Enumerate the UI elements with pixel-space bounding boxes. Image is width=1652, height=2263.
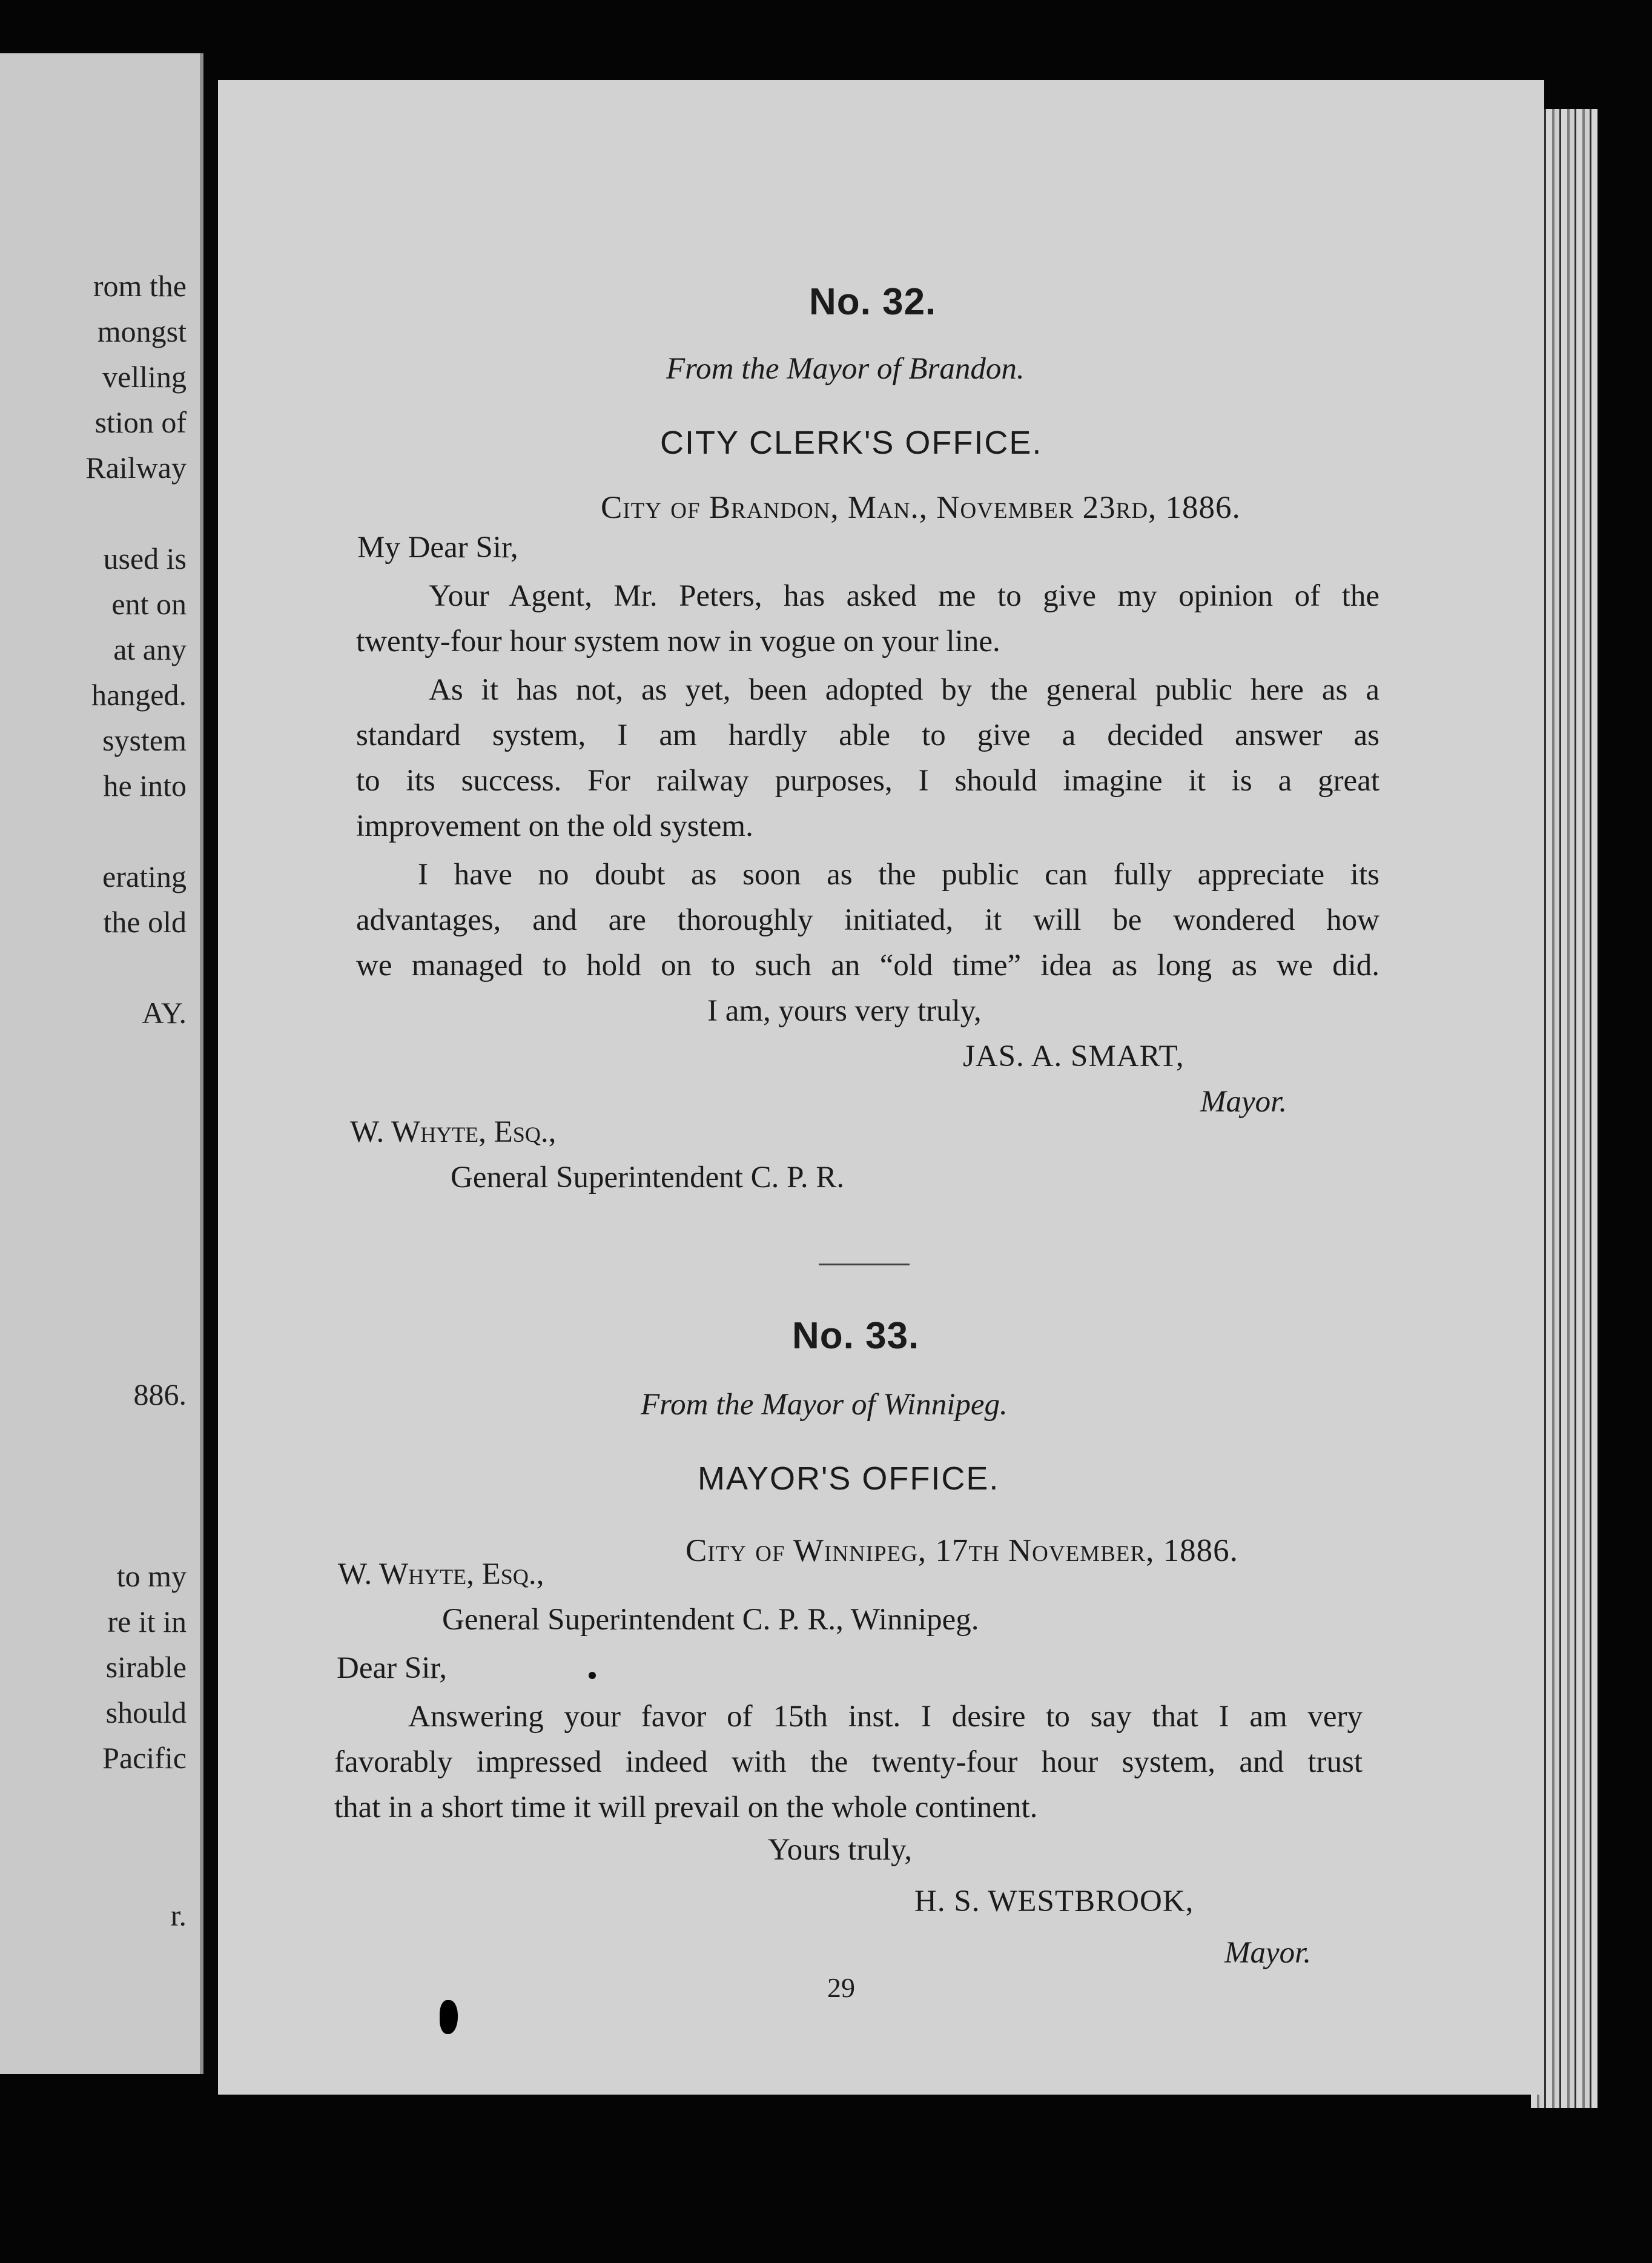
letter-number: No. 32. xyxy=(809,281,937,323)
left-page-text: rom the xyxy=(93,269,187,303)
left-page-text: 886. xyxy=(133,1377,187,1411)
paragraph-line: standard system, I am hardly able to give a decided answer as xyxy=(356,718,1379,752)
left-page-text: mongst xyxy=(97,314,187,348)
paragraph-line: improvement on the old system. xyxy=(356,809,753,843)
left-page-text: r. xyxy=(170,1898,187,1932)
left-page-text: hanged. xyxy=(91,678,187,712)
left-page-text: Railway xyxy=(85,451,187,485)
closing: Yours truly, xyxy=(768,1833,913,1867)
paragraph-line: Your Agent, Mr. Peters, has asked me to give my opinion of the xyxy=(429,579,1379,613)
left-page-text: he into xyxy=(103,769,187,803)
office-heading: MAYOR'S OFFICE. xyxy=(698,1460,1000,1497)
left-page-text: AY. xyxy=(142,996,187,1030)
addressee-position: General Superintendent C. P. R. xyxy=(451,1161,845,1194)
section-divider xyxy=(819,1264,910,1265)
signatory-title: Mayor. xyxy=(1200,1085,1287,1119)
signatory-title: Mayor. xyxy=(1224,1936,1312,1970)
ink-blot xyxy=(440,2000,458,2034)
page-number: 29 xyxy=(827,1972,855,2003)
paragraph-line: to its success. For railway purposes, I should imagine it is a great xyxy=(356,764,1379,798)
closing: I am, yours very truly, xyxy=(707,994,982,1028)
salutation: My Dear Sir, xyxy=(357,531,518,565)
left-page-text: to my xyxy=(116,1559,187,1593)
paragraph-line: we managed to hold on to such an “old time” idea as long as we did. xyxy=(356,949,1379,982)
paragraph-line: favorably impressed indeed with the twenty-four hour system, and trust xyxy=(334,1745,1363,1779)
left-page-text: sirable xyxy=(105,1650,187,1684)
addressee-name: W. Whyte, Esq., xyxy=(338,1557,544,1591)
left-page-text: ent on xyxy=(111,587,187,621)
left-page-text: at any xyxy=(113,632,187,666)
office-heading: CITY CLERK'S OFFICE. xyxy=(660,425,1043,461)
left-page-text: stion of xyxy=(94,405,187,439)
paragraph-line: twenty-four hour system now in vogue on your line. xyxy=(356,625,1000,658)
left-page-text: re it in xyxy=(107,1605,187,1638)
paragraph-line: As it has not, as yet, been adopted by the general public here as a xyxy=(429,673,1379,707)
dateline: City of Winnipeg, 17th November, 1886. xyxy=(686,1533,1238,1568)
paragraph-line: advantages, and are thoroughly initiated, it will be wondered how xyxy=(356,903,1379,937)
signature: H. S. WESTBROOK, xyxy=(914,1884,1194,1918)
dateline: City of Brandon, Man., November 23rd, 1886. xyxy=(601,490,1241,525)
salutation: Dear Sir, xyxy=(337,1651,448,1685)
paragraph-line: Answering your favor of 15th inst. I desire to say that I am very xyxy=(408,1700,1363,1734)
left-page-text: should xyxy=(105,1695,187,1729)
left-page xyxy=(0,53,203,2074)
left-page-text: system xyxy=(102,723,187,757)
addressee-position: General Superintendent C. P. R., Winnipeg. xyxy=(442,1603,979,1637)
letter-origin: From the Mayor of Winnipeg. xyxy=(641,1388,1008,1422)
left-page-text: Pacific xyxy=(102,1741,187,1775)
signature: JAS. A. SMART, xyxy=(963,1039,1184,1073)
left-page-text: erating xyxy=(102,860,187,893)
letter-origin: From the Mayor of Brandon. xyxy=(666,352,1025,386)
letter-number: No. 33. xyxy=(792,1315,920,1357)
left-page-text: the old xyxy=(103,905,187,939)
left-page-text: used is xyxy=(103,542,187,575)
addressee-name: W. Whyte, Esq., xyxy=(350,1115,557,1149)
left-page-text: velling xyxy=(102,360,187,394)
paragraph-line: I have no doubt as soon as the public can fully appreciate its xyxy=(418,858,1379,892)
ink-dot xyxy=(589,1672,596,1679)
paragraph-line: that in a short time it will prevail on the whole continent. xyxy=(334,1791,1038,1824)
